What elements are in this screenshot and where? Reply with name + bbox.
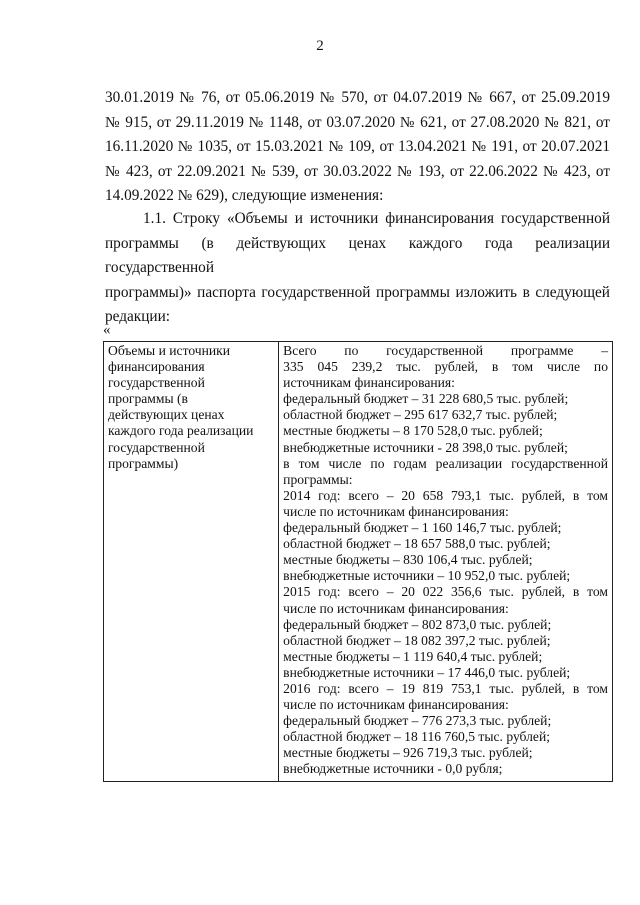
value-line: 2014 год: всего – 20 658 793,1 тыс. рублей, в том xyxy=(283,487,608,503)
label-line: программы) xyxy=(108,455,179,471)
text-line: 16.11.2020 № 1035, от 15.03.2021 № 109, от 13.04.2021 № 191, от 20.07.2021 xyxy=(105,138,610,156)
clause-paragraph xyxy=(105,207,610,330)
value-line: внебюджетные источники - 0,0 рубля; xyxy=(283,761,503,777)
value-line: Всего по государственной программе – xyxy=(283,343,608,358)
value-line: федеральный бюджет – 802 873,0 тыс. рублей; xyxy=(283,616,552,632)
value-line: внебюджетные источники – 17 446,0 тыс. рублей; xyxy=(283,664,571,680)
value-line: числе по источникам финансирования: xyxy=(283,600,509,616)
label-line: государственной xyxy=(108,375,205,391)
label-line: Объемы и источники xyxy=(108,343,231,358)
opening-quote: « xyxy=(103,322,111,338)
passport-table xyxy=(103,341,613,782)
value-line: 2015 год: всего – 20 022 356,6 тыс. рублей, в том xyxy=(283,584,608,600)
label-line: государственной xyxy=(108,439,205,455)
value-line: местные бюджеты – 8 170 528,0 тыс. рублей; xyxy=(283,423,543,439)
value-line: областной бюджет – 18 082 397,2 тыс. рублей; xyxy=(283,632,551,648)
value-line: местные бюджеты – 1 119 640,4 тыс. рублей; xyxy=(283,648,543,664)
value-line: федеральный бюджет – 31 228 680,5 тыс. рублей; xyxy=(283,391,569,407)
value-line: областной бюджет – 18 657 588,0 тыс. рублей; xyxy=(283,536,551,552)
table-row xyxy=(104,342,613,782)
text-line: 1.1. Строку «Объемы и источники финансирования государственной xyxy=(143,210,610,227)
value-line: источникам финансирования: xyxy=(283,375,455,391)
value-line: федеральный бюджет – 776 273,3 тыс. рублей; xyxy=(283,713,552,729)
text-line: № 915, от 29.11.2019 № 1148, от 03.07.2020 № 621, от 27.08.2020 № 821, от xyxy=(105,113,610,131)
value-line: федеральный бюджет – 1 160 146,7 тыс. рублей; xyxy=(283,520,562,536)
row-label-cell xyxy=(104,342,279,782)
value-line: 335 045 239,2 тыс. рублей, в том числе по xyxy=(283,359,608,375)
label-line: финансирования xyxy=(108,359,205,375)
row-value-cell xyxy=(279,342,613,782)
value-line: внебюджетные источники - 28 398,0 тыс. рублей; xyxy=(283,439,568,455)
value-line: внебюджетные источники – 10 952,0 тыс. рублей; xyxy=(283,568,571,584)
value-line: числе по источникам финансирования: xyxy=(283,503,509,519)
value-line: местные бюджеты – 926 719,3 тыс. рублей; xyxy=(283,745,533,761)
text-line: 30.01.2019 № 76, от 05.06.2019 № 570, от 04.07.2019 № 667, от 25.09.2019 xyxy=(105,89,610,106)
value-line: местные бюджеты – 830 106,4 тыс. рублей; xyxy=(283,552,533,568)
text-line: программы (в действующих ценах каждого года реализации государственной xyxy=(105,234,610,277)
value-line: областной бюджет – 295 617 632,7 тыс. рублей; xyxy=(283,407,558,423)
label-line: действующих ценах xyxy=(108,407,225,423)
text-line: редакции: xyxy=(105,308,171,326)
page-number: 2 xyxy=(316,38,324,54)
label-line: программы (в xyxy=(108,391,188,407)
text-line: 14.09.2022 № 629), следующие изменения: xyxy=(105,187,384,205)
text-line: № 423, от 22.09.2021 № 539, от 30.03.2022 № 193, от 22.06.2022 № 423, от xyxy=(105,162,610,180)
intro-paragraph xyxy=(105,86,610,209)
value-line: 2016 год: всего – 19 819 753,1 тыс. рублей, в том xyxy=(283,680,608,696)
label-line: каждого года реализации xyxy=(108,423,254,439)
value-line: программы: xyxy=(283,471,353,487)
value-line: числе по источникам финансирования: xyxy=(283,697,509,713)
value-line: областной бюджет – 18 116 760,5 тыс. рублей; xyxy=(283,729,551,745)
value-line: в том числе по годам реализации государственной xyxy=(283,455,608,471)
text-line: программы)» паспорта государственной программы изложить в следующей xyxy=(105,283,610,301)
